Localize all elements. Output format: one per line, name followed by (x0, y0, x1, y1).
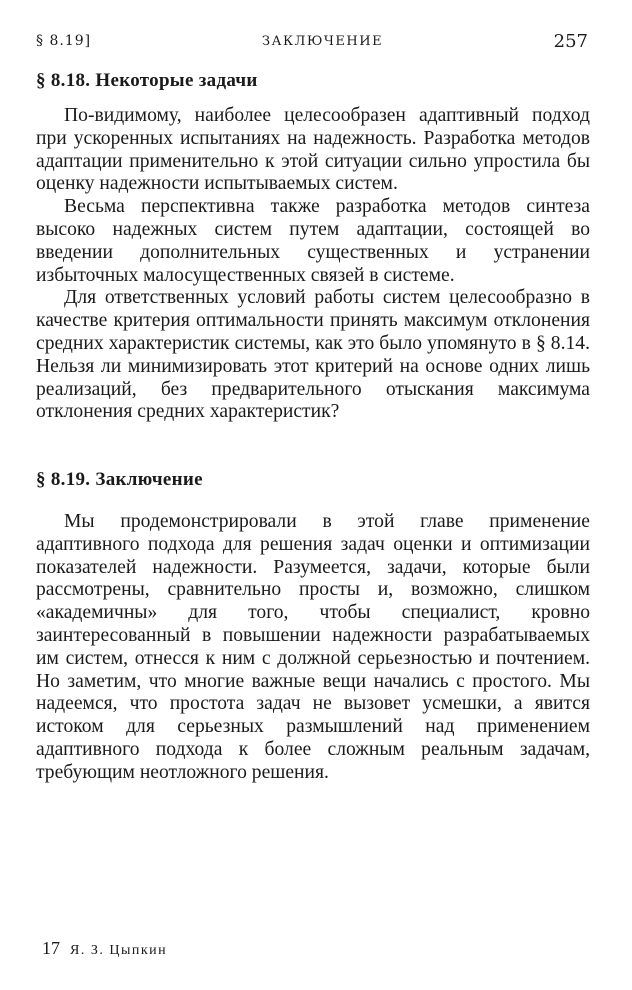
section-title: § 8.18. Некоторые задачи (36, 70, 258, 91)
signature-author: Я. З. Цыпкин (70, 943, 168, 958)
paragraph: По-видимому, наиболее целесообразен адаптивный подход при ускоренных испытаниях на надежность. Разработка методов адаптации применительно к этой ситуации сильно упростила бы оценку надежности испытываемых систем. (36, 105, 590, 195)
section-8-19 (36, 469, 590, 785)
running-head-chapter-title: ЗАКЛЮЧЕНИЕ (262, 34, 384, 49)
signature-footer (42, 938, 167, 959)
paragraph: Мы продемонстрировали в этой главе применение адаптивного подхода для решения задач оценки и оптимизации показателей надежности. Разумеется, задачи, которые были рассмотрены, сравнительно просты и, возможно, слишком «академичны» для того, чтобы специалист, кровно заинтересованный в повышении надежности разрабатываемых им систем, отнесся к ним с должной серьезностью и почтением. Но заметим, что многие важные вещи начались с простого. Мы надеемся, что простота задач не вызовет усмешки, а явится истоком для серьезных размышлений над применением адаптивного подхода к более сложным реальным задачам, требующим неотложного решения. (36, 511, 590, 783)
section-title: § 8.19. Заключение (36, 469, 203, 490)
signature-number: 17 (42, 938, 60, 958)
paragraph: Для ответственных условий работы систем целесообразно в качестве критерия оптимальности принять максимум отклонения средних характеристик системы, как это было упомянуто в § 8.14. Нельзя ли минимизировать этот критерий на основе одних лишь реализаций, без предварительного отыскания максимума отклонения средних характеристик? (36, 287, 590, 423)
running-head (0, 33, 632, 55)
running-head-section-ref: § 8.19] (36, 33, 92, 49)
section-8-18 (36, 70, 590, 424)
paragraph: Весьма перспективна также разработка методов синтеза высоко надежных систем путем адаптации, состоящей во введении дополнительных существенных и устранении избыточных малосущественных связей в системе. (36, 196, 590, 286)
page-number: 257 (553, 31, 588, 52)
